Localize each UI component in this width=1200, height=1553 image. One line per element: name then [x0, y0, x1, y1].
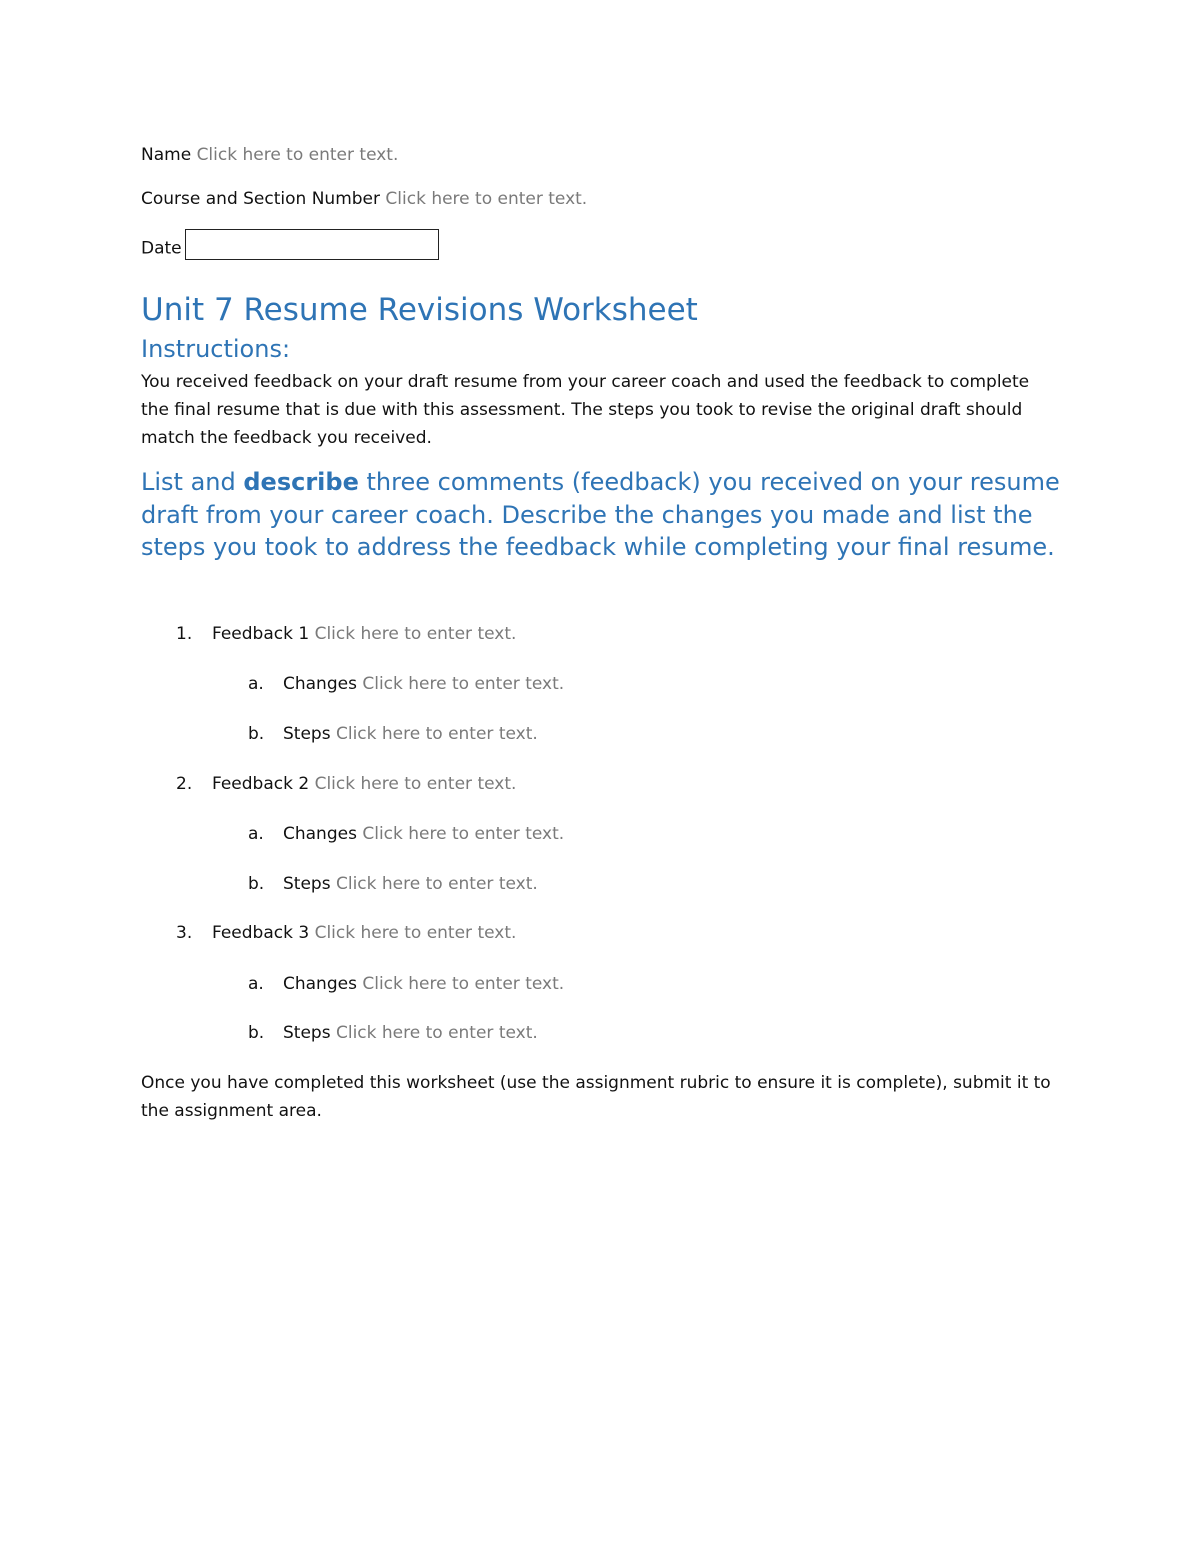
steps-marker: b. — [248, 1023, 265, 1043]
changes-field[interactable]: Click here to enter text. — [362, 974, 565, 994]
steps-marker: b. — [248, 874, 265, 894]
steps-label: Steps — [283, 1023, 331, 1043]
date-field[interactable] — [185, 229, 439, 260]
course-label: Course and Section Number — [141, 189, 380, 209]
feedback-label: Feedback 2 — [212, 774, 310, 794]
steps-field[interactable]: Click here to enter text. — [335, 724, 538, 744]
feedback-label: Feedback 3 — [212, 923, 310, 943]
instructions-body: You received feedback on your draft resume from your career coach and used the feedback to complete the final resume that is due with this assessment. The steps you took to revise the original draft should match the feedback you received. — [141, 372, 1030, 448]
prompt-part1: List and — [141, 468, 244, 496]
changes-field[interactable]: Click here to enter text. — [362, 674, 565, 694]
name-row — [141, 145, 398, 165]
feedback-field[interactable]: Click here to enter text. — [314, 774, 517, 794]
feedback-number: 3. — [176, 923, 193, 943]
instructions-heading: Instructions: — [141, 335, 291, 363]
changes-item-3 — [283, 974, 564, 994]
name-field[interactable]: Click here to enter text. — [196, 145, 399, 165]
page-title: Unit 7 Resume Revisions Worksheet — [141, 292, 698, 328]
steps-item-3 — [283, 1023, 538, 1043]
steps-item-1 — [283, 724, 538, 744]
feedback-number: 2. — [176, 774, 193, 794]
changes-field[interactable]: Click here to enter text. — [362, 824, 565, 844]
feedback-item-3 — [212, 923, 516, 943]
prompt-bold: describe — [243, 468, 359, 496]
feedback-field[interactable]: Click here to enter text. — [314, 923, 517, 943]
prompt-heading — [141, 466, 1061, 564]
changes-item-2 — [283, 824, 564, 844]
prompt-part2: three comments (feedback) you received on your resume draft from your career coach. Describe the changes you made and list the steps you took to address the feedback while completing your final resume. — [141, 468, 1060, 561]
changes-marker: a. — [248, 974, 264, 994]
steps-field[interactable]: Click here to enter text. — [335, 874, 538, 894]
changes-marker: a. — [248, 674, 264, 694]
feedback-number: 1. — [176, 624, 193, 644]
date-row — [141, 233, 439, 264]
changes-label: Changes — [283, 974, 357, 994]
changes-label: Changes — [283, 824, 357, 844]
course-row — [141, 189, 587, 209]
course-field[interactable]: Click here to enter text. — [385, 189, 588, 209]
steps-field[interactable]: Click here to enter text. — [335, 1023, 538, 1043]
feedback-item-2 — [212, 774, 516, 794]
steps-marker: b. — [248, 724, 265, 744]
steps-item-2 — [283, 874, 538, 894]
closing-instructions: Once you have completed this worksheet (use the assignment rubric to ensure it is complete), submit it to the assignment area. — [141, 1073, 1051, 1121]
changes-marker: a. — [248, 824, 264, 844]
changes-label: Changes — [283, 674, 357, 694]
feedback-label: Feedback 1 — [212, 624, 310, 644]
date-label: Date — [141, 238, 182, 259]
steps-label: Steps — [283, 874, 331, 894]
feedback-item-1 — [212, 624, 516, 644]
changes-item-1 — [283, 674, 564, 694]
name-label: Name — [141, 145, 192, 165]
feedback-field[interactable]: Click here to enter text. — [314, 624, 517, 644]
steps-label: Steps — [283, 724, 331, 744]
